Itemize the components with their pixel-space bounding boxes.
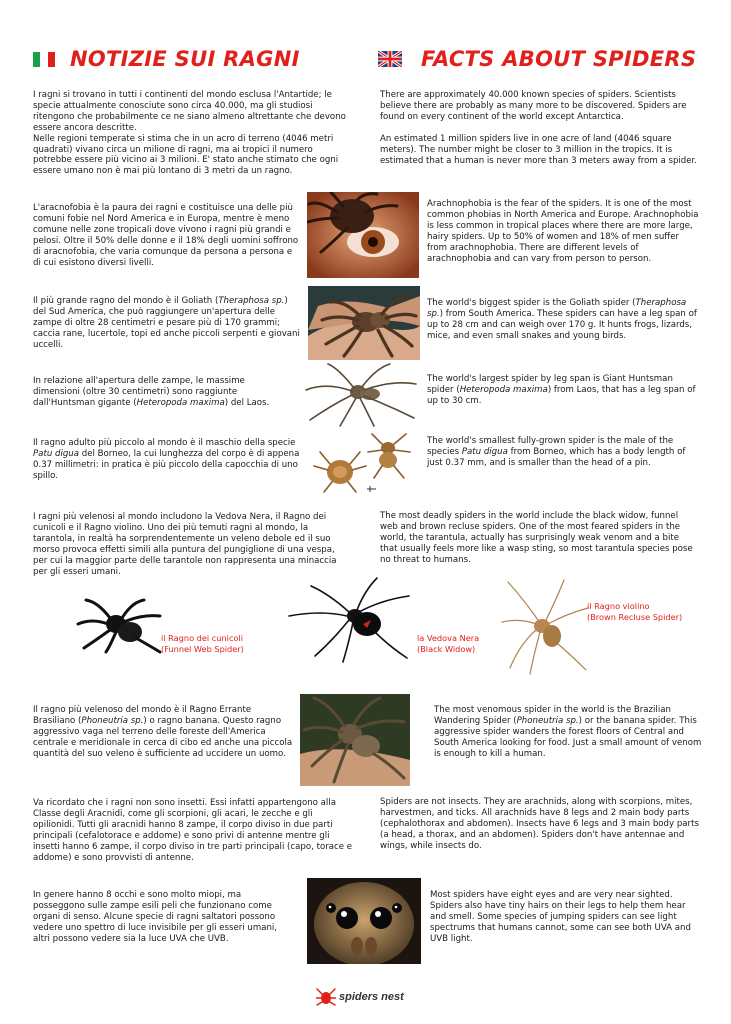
frightened-eye-spider-photo: [307, 192, 419, 278]
huntsman-it-sci: Heteropoda maxima: [136, 397, 225, 408]
smallest-italian: [33, 438, 305, 482]
funnel-web-spider-photo: [76, 596, 164, 654]
wandering-en-sci: Phoneutria sp.: [516, 715, 579, 726]
widow-label-en: (Black Widow): [417, 643, 476, 654]
uk-flag-icon: [378, 51, 402, 67]
intro-en-paragraph: An estimated 1 million spiders live in one acre of land (4046 square meters). The number might be closer to 3 million in the tropics. It is estimated that a human is never more than 3 meters away from a spider.: [380, 133, 698, 166]
spiders-nest-logo: [316, 988, 404, 1006]
goliath-english: [427, 298, 697, 342]
spider-logo-icon: [316, 988, 336, 1006]
smallest-en-sci: Patu digua: [461, 446, 508, 457]
goliath-en-text: ) from South America. These spiders can have a leg span of up to 28 cm and can weigh over 170 g. It hunts frogs, lizards, mice, and even small snakes and young birds.: [427, 308, 697, 341]
intro-english: [380, 90, 702, 166]
smallest-en-text: from Borneo, which has a body length of just 0.37 mm, and is smaller than the head of a pin.: [427, 446, 686, 468]
intro-en-paragraph: There are approximately 40.000 known species of spiders. Scientists believe there are probably as many more to be discovered. Spiders are found on every continent of the world except Antarctica.: [380, 90, 687, 122]
wandering-en-text: The most venomous spider in the world is the Brazilian Wandering Spider (: [434, 705, 671, 726]
italian-flag-icon: [33, 52, 55, 67]
goliath-it-text: ) del Sud America, che può raggiungere un'apertura delle zampe di oltre 28 centimetri e pesare più di 170 grammi; caccia rane, lucertole, topi ed anche piccoli serpenti e giovani uccelli.: [33, 296, 300, 350]
goliath-en-sci: Theraphosa sp.: [427, 298, 687, 319]
jumping-spider-face-photo: [307, 878, 421, 964]
intro-it-paragraph: Nelle regioni temperate si stima che in un acro di terreno (4046 metri quadrati) vivano circa un milione di ragni, ma ai tropici il numero potrebbe essere più vicino ai 3 milioni. E' stato anche stimato che ogni essere umano non è mai più lontano di 3 metri da un ragno.: [33, 133, 339, 177]
huntsman-italian: [33, 376, 283, 409]
huntsman-spider-photo: [300, 360, 422, 428]
eyes-english: Most spiders have eight eyes and are very near sighted. Spiders also have tiny hairs on their legs to help them hear and smell. Some species of jumping spiders can see light spectrums that humans cannot, some can see both UVA and UVB light.: [430, 890, 691, 944]
brown-recluse-label: [587, 601, 682, 622]
recluse-label-en: (Brown Recluse Spider): [587, 611, 683, 622]
black-widow-label: [417, 633, 479, 654]
black-widow-spider-photo: [285, 576, 415, 664]
brown-recluse-spider-photo: [500, 578, 592, 676]
smallest-it-sci: Patu digua: [33, 448, 80, 459]
deadly-english: The most deadly spiders in the world include the black widow, funnel web and brown recluse spiders. One of the most feared spiders in the world, the tarantula, actually has surprisingly weak venom and a bite that usually feels more like a wasp sting, so most tarantula species pose no threat to humans.: [380, 511, 693, 565]
huntsman-en-text: The world's largest spider by leg span is Giant Huntsman spider (: [427, 374, 673, 395]
intro-it-paragraph: I ragni si trovano in tutti i continenti del mondo esclusa l'Antartide; le specie attualmente conosciute sono circa 40.000, ma gli studiosi ritengono che probabilmente ce ne siano almeno altrettante che devono essere ancora descritte.: [33, 90, 346, 133]
huntsman-english: [427, 374, 697, 407]
italian-title: NOTIZIE SUI RAGNI: [70, 47, 300, 71]
wandering-italian: [33, 705, 295, 760]
wandering-it-text: ) o ragno banana. Questo ragno aggressivo vaga nel terreno delle foreste dell'America centrale e meridionale in cerca di cibo ed anche una piccola quantità del suo veleno è sufficiente ad uccidere un uomo.: [33, 715, 293, 759]
wandering-english: [434, 705, 702, 760]
goliath-italian: [33, 296, 301, 351]
widow-label-it: la Vedova Nera: [417, 633, 480, 643]
goliath-en-text: The world's biggest spider is the Goliath spider (: [427, 298, 636, 308]
insects-italian: Va ricordato che i ragni non sono insetti. Essi infatti appartengono alla Classe degli Aracnidi, come gli scorpioni, gli acari, le zecche e gli opilionidi. Tutti gli aracnidi hanno 8 zampe, il corpo diviso in due parti principali (cefalotorace e addome) e sono privi di antenne mentre gli insetti hanno 6 zampe, il corpo diviso in tre parti principali (capo, torace e addome) e sono provvisti di antenne.: [33, 798, 353, 863]
goliath-it-text: Il più grande ragno del mondo è il Goliath (: [33, 296, 219, 306]
funnel-web-label: [161, 633, 244, 654]
arachnophobia-english: Arachnophobia is the fear of the spiders. It is one of the most common phobias in North America and Europe. Arachnophobia is less common in tropical places where there are more large, hairy spiders. Up to 50% of women and 18% of men suffer from arachnophobia. There are different levels of arachnophobia and can vary from person to person.: [427, 199, 699, 264]
logo-text: spiders nest: [339, 991, 404, 1003]
wandering-it-text: Il ragno più velenoso del mondo è il Ragno Errante Brasiliano (: [33, 705, 252, 726]
goliath-spider-photo: [308, 286, 420, 362]
huntsman-en-text: ) from Laos, that has a leg span of up to 30 cm.: [427, 384, 696, 406]
huntsman-it-text: In relazione all'apertura delle zampe, le massime dimensioni (oltre 30 centimetri) sono raggiunte dall'Huntsman gigante (: [33, 376, 245, 408]
intro-italian: [33, 90, 353, 177]
goliath-it-sci: Theraphosa sp.: [218, 296, 285, 306]
smallest-it-text: Il ragno adulto più piccolo al mondo è il maschio della specie: [33, 438, 296, 448]
smallest-english: [427, 436, 699, 469]
huntsman-it-text: ) del Laos.: [224, 397, 270, 408]
funnel-label-en: (Funnel Web Spider): [161, 643, 244, 654]
english-title: FACTS ABOUT SPIDERS: [421, 47, 697, 71]
deadly-italian: I ragni più velenosi al mondo includono la Vedova Nera, il Ragno dei cunicoli e il Ragno violino. Uno dei più temuti ragni al mondo, la tarantola, in realtà ha sorprendentemente un veleno debole ed il suo morso provoca effetti simili alla puntura del pungiglione di una vespa, per cui la maggior parte delle tarantole non rappresenta una minaccia per gli esseri umani.: [33, 512, 337, 577]
eyes-italian: In genere hanno 8 occhi e sono molto miopi, ma posseggono sulle zampe esili peli che funzionano come organi di senso. Alcune specie di ragni saltatori possono vedere uno spettro di luce invisibile per gli esseri umani, altri possono vedere sia la luce UVA che UVB.: [33, 890, 278, 944]
funnel-label-it: il Ragno dei cunicoli: [161, 633, 244, 643]
smallest-en-text: The world's smallest fully-grown spider is the male of the species: [427, 436, 674, 457]
recluse-label-it: il Ragno violino: [587, 601, 650, 611]
huntsman-en-sci: Heteropoda maxima: [459, 384, 548, 395]
insects-english: Spiders are not insects. They are arachnids, along with scorpions, mites, harvestmen, and ticks. All arachnids have 8 legs and 2 main body parts (cephalothorax and abdomen). Insects have 6 legs and 3 main body parts (a head, a thorax, and an abdomen). Spiders don't have antennae and wings, while insects do.: [380, 797, 699, 851]
wandering-en-text: ) or the banana spider. This aggressive spider wanders the forest floors of Central and South America looking for food. Just a small amount of venom is enough to kill a human.: [434, 715, 702, 759]
arachnophobia-italian: L'aracnofobia è la paura dei ragni e costituisce una delle più comuni fobie nel Nord America e in Europa, mentre è meno comune nelle zone tropicali dove vivono i ragni più grandi e pelosi. Oltre il 50% delle donne e il 18% degli uomini soffrono di aracnofobia, che varia comunque da persona a persona e di cui esistono diversi livelli.: [33, 203, 299, 268]
brazilian-wandering-spider-photo: [300, 694, 410, 786]
smallest-it-text: del Borneo, la cui lunghezza del corpo è di appena 0.37 millimetri: in pratica è più piccolo della capocchia di uno spillo.: [33, 448, 300, 481]
patu-digua-spider-photo: [310, 430, 420, 496]
wandering-it-sci: Phoneutria sp.: [81, 715, 144, 726]
